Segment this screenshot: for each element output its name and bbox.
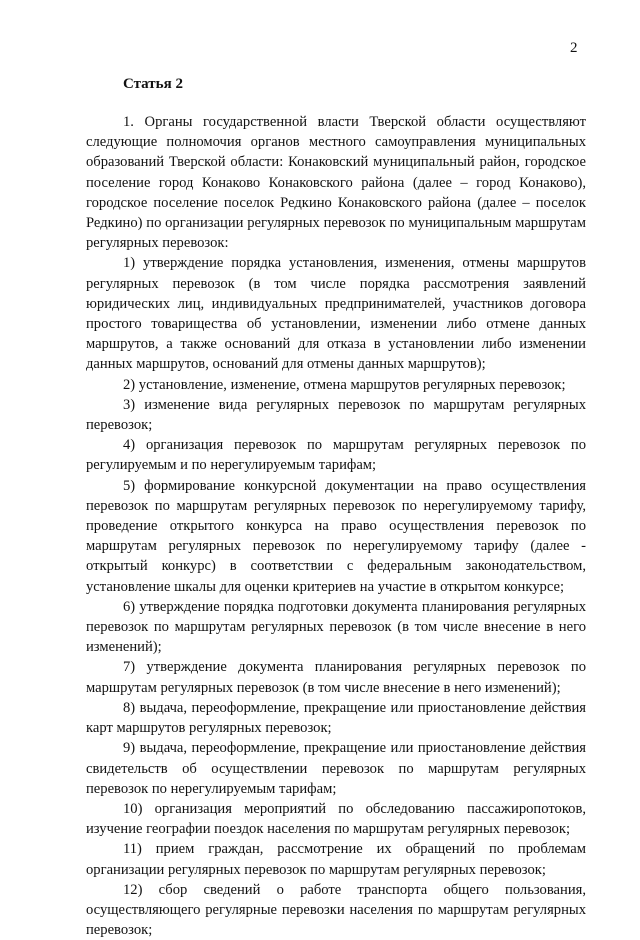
- list-item-6: 6) утверждение порядка подготовки документа планирования регулярных перевозок по маршрутам регулярных перевозок (в том числе внесение в него изменений);: [86, 598, 586, 656]
- list-item-9: 9) выдача, переоформление, прекращение или приостановление действия свидетельств об осуществлении перевозок по маршрутам регулярных перевозок по нерегулируемым тарифам;: [86, 740, 586, 797]
- list-item-2: 2) установление, изменение, отмена маршрутов регулярных перевозок;: [123, 376, 566, 393]
- article-title: Статья 2: [123, 76, 183, 92]
- paragraph-intro: 1. Органы государственной власти Тверской области осуществляют следующие полномочия органов местного самоуправления муниципальных образований Тверской области: Конаковский муниципальный район, городское поселение город Конаково Конаковского района (далее – город Конаково), городское поселение поселок Редкино Конаковского района (далее – поселок Редкино) по организации регулярных перевозок по муниципальным маршрутам регулярных перевозок:: [86, 114, 586, 252]
- list-item-10: 10) организация мероприятий по обследованию пассажиропотоков, изучение географии поездок населения по маршрутам регулярных перевозок;: [86, 800, 586, 838]
- list-item-8: 8) выдача, переоформление, прекращение или приостановление действия карт маршрутов регулярных перевозок;: [86, 699, 586, 737]
- list-item-4: 4) организация перевозок по маршрутам регулярных перевозок по регулируемым и по нерегулируемым тарифам;: [86, 437, 586, 474]
- list-item-1: 1) утверждение порядка установления, изменения, отмены маршрутов регулярных перевозок (в том числе порядка рассмотрения заявлений юридических лиц, индивидуальных предпринимателей, участников договора простого товарищества об установлении, изменении либо отмене данных маршрутов, а также оснований для отказа в установлении либо изменении данных маршрутов, оснований для отмены данных маршрутов);: [86, 255, 586, 373]
- list-item-3: 3) изменение вида регулярных перевозок по маршрутам регулярных перевозок;: [86, 396, 586, 434]
- list-item-11: 11) прием граждан, рассмотрение их обращений по проблемам организации регулярных перевозок по маршрутам регулярных перевозок;: [86, 841, 586, 878]
- list-item-12: 12) сбор сведений о работе транспорта общего пользования, осуществляющего регулярные перевозки населения по маршрутам регулярных перевозок;: [86, 881, 586, 939]
- list-item-7: 7) утверждение документа планирования регулярных перевозок по маршрутам регулярных перевозок (в том числе внесение в него изменений);: [86, 659, 586, 696]
- document-body: [86, 112, 586, 940]
- list-item-5: 5) формирование конкурсной документации на право осуществления перевозок по маршрутам регулярных перевозок по нерегулируемому тарифу, проведение открытого конкурса на право осуществления перевозок по маршрутам регулярных перевозок по нерегулируемому тарифу (далее - открытый конкурс) в соответствии с федеральным законодательством, установление шкалы для оценки критериев на участие в открытом конкурсе;: [86, 477, 586, 595]
- page-number: 2: [570, 40, 578, 56]
